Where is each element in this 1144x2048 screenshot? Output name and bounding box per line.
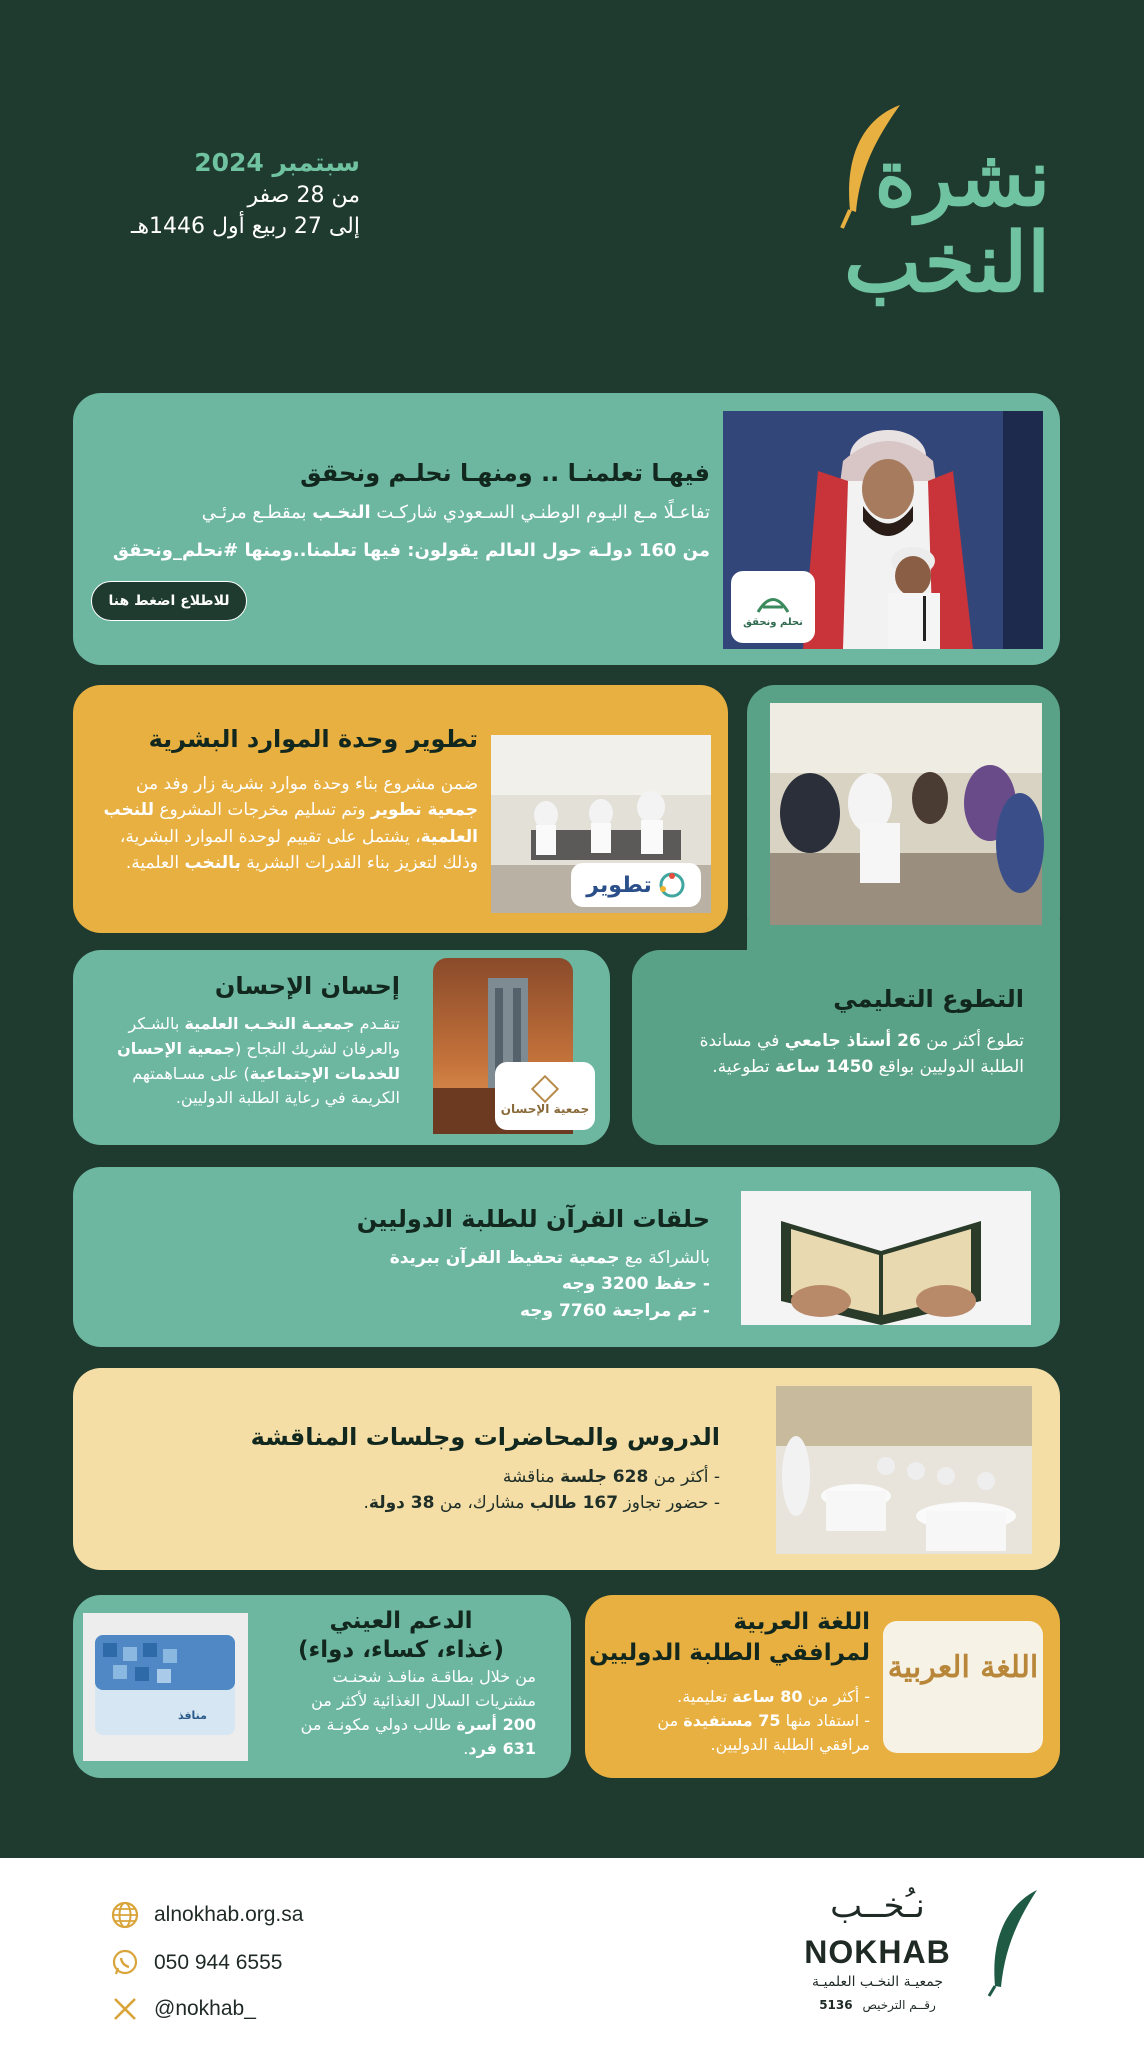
license (785, 1998, 970, 2012)
quran-photo (741, 1191, 1031, 1325)
arabic-art-photo (883, 1621, 1043, 1753)
volunteer-title: التطوع التعليمي (833, 985, 1024, 1013)
hr-line4: وذلك لتعزيز بناء القدرات البشرية بالنخب العلمية. (125, 853, 478, 874)
logo-subtitle: جمعيـة النخـب العلميـة (812, 1974, 943, 1990)
ihsan-line4: الكريمة في رعاية الطلبة الدوليين. (175, 1088, 400, 1108)
arabic-line1: - أكثر من 80 ساعة تعليمية. (677, 1687, 870, 1706)
lessons-line2: - حضور تجاوز 167 طالب مشارك، من 38 دولة. (363, 1493, 720, 1514)
arabic-text (600, 1685, 870, 1757)
social-link[interactable] (110, 1994, 256, 2024)
ihsan-line1: تتقـدم جمعيـة النخـب العلمية بالشـكر (128, 1014, 400, 1033)
card1-line1: تفاعـلًا مـع اليـوم الوطنـي السـعودي شاركـت النخـب بمقطـع مرئـي (201, 502, 710, 523)
logo-quill-icon (975, 1886, 1045, 1996)
card-volunteer-join (747, 920, 1060, 980)
national-day-badge-text: نحلم ونحقق (743, 616, 803, 628)
tatweer-logo-text: تطوير (586, 872, 652, 898)
support-title (281, 1607, 521, 1665)
lessons-photo (776, 1386, 1032, 1554)
header-dates (120, 148, 360, 239)
lessons-line1: - أكثر من 628 جلسة مناقشة (502, 1467, 720, 1487)
quran-text (210, 1245, 710, 1324)
card1-line2: من 160 دولـة حول العالم يقولون: فيها تعلمنا..ومنها #نحلم_ونحقق (112, 539, 710, 561)
card-hr-development (73, 685, 728, 933)
ihsan-logo (495, 1062, 595, 1130)
card-quran (73, 1167, 1060, 1347)
card1-text (90, 499, 710, 565)
footer (0, 1858, 1144, 2048)
logo-arabic: نـُخــب (830, 1886, 925, 1926)
whatsapp-icon (110, 1948, 140, 1978)
card-arabic-language (585, 1595, 1060, 1778)
phone-link[interactable] (110, 1948, 282, 1978)
support-line2: مشتريات السلال الغذائية لأكثر من (311, 1691, 536, 1710)
arabic-title (589, 1607, 870, 1669)
card-lessons (73, 1368, 1060, 1570)
national-day-photo (723, 411, 1043, 649)
ihsan-line2: والعرفان لشريك النجاح (جمعية الإحسان (117, 1038, 400, 1058)
header-to: إلى 27 ربيع أول 1446هـ (131, 214, 360, 239)
ihsan-text (80, 1012, 400, 1111)
hr-title: تطوير وحدة الموارد البشرية (148, 725, 478, 753)
support-line1: من خلال بطاقـة منافـذ شحنـت (332, 1667, 536, 1686)
title-line1: نشرة (874, 133, 1050, 224)
x-icon (110, 1994, 140, 2024)
quran-line1: بالشراكة مع جمعية تحفيظ القرآن ببريدة (389, 1248, 710, 1268)
newsletter-title (810, 133, 1050, 311)
quran-line2: - حفظ 3200 وجه (562, 1274, 710, 1295)
support-text (256, 1665, 536, 1761)
hr-line3: العلمية، يشتمل على تقييم لوحدة الموارد البشرية، (119, 826, 478, 847)
website-text: alnokhab.org.sa (154, 1903, 304, 1926)
arabic-line2: - استفاد منها 75 مستفيدة من (657, 1711, 870, 1730)
ihsan-line3: للخدمات الإجتماعية) على مسـاهمتهم (132, 1063, 400, 1083)
view-more-button[interactable]: للاطلاع اضغط هنا (91, 581, 247, 621)
ihsan-photo (433, 958, 590, 1134)
license-number: 5136 (819, 1998, 853, 2012)
volunteer-text (624, 1028, 1024, 1081)
website-link[interactable] (110, 1900, 303, 1930)
phone-text: 050 944 6555 (154, 1951, 283, 1974)
title-line2: النخب (844, 214, 1050, 311)
logo-english: NOKHAB (804, 1934, 951, 1970)
quran-line3: - تم مراجعة 7760 وجه (520, 1300, 710, 1321)
manafez-card-photo (83, 1613, 248, 1761)
header-month: سبتمبر 2024 (194, 148, 360, 177)
tatweer-logo (571, 863, 701, 907)
support-title2: (غذاء، كساء، دواء) (297, 1636, 505, 1663)
hr-line1: ضمن مشروع بناء وحدة موارد بشرية زار وفد من (136, 774, 478, 794)
card-ihsan (73, 950, 610, 1145)
volunteer-photo (770, 703, 1042, 925)
social-text: @nokhab_ (154, 1997, 256, 2020)
header-from: من 28 صفر (247, 183, 360, 208)
support-title1: الدعم العيني (329, 1608, 473, 1634)
volunteer-line2: الطلبة الدوليين بواقع 1450 ساعة تطوعية. (712, 1057, 1024, 1078)
volunteer-line1: تطوع أكثر من 26 أستاذ جامعي في مساندة (699, 1031, 1024, 1051)
card-in-kind-support (73, 1595, 571, 1778)
globe-icon (110, 1900, 140, 1930)
card-national-day (73, 393, 1060, 665)
arabic-title1: اللغة العربية (733, 1609, 870, 1635)
nokhab-logo (785, 1886, 1045, 2036)
manafez-card-label: منافذ (178, 1709, 207, 1722)
support-line3: 200 أسرة طالب دولي مكونـة من (300, 1715, 536, 1734)
arabic-title2: لمرافقي الطلبة الدوليين (588, 1640, 870, 1667)
lessons-text (160, 1464, 720, 1517)
support-line4: 631 فرد. (463, 1739, 536, 1758)
arabic-art-text: اللغة العربية (887, 1650, 1039, 1685)
hr-text (78, 771, 478, 876)
arabic-line3: مرافقي الطلبة الدوليين. (710, 1735, 870, 1754)
hr-line2: جمعية تطوير وتم تسليم مخرجات المشروع للنخب (103, 800, 478, 821)
hr-photo (491, 735, 711, 913)
card1-title: فيهـا تعلمنـا .. ومنهـا نحلـم ونحقق (300, 459, 710, 487)
ihsan-logo-text: جمعية الإحسان (500, 1102, 590, 1116)
lessons-title: الدروس والمحاضرات وجلسات المناقشة (250, 1423, 720, 1451)
ihsan-title: إحسان الإحسان (214, 972, 400, 1000)
quran-title: حلقات القرآن للطلبة الدوليين (356, 1205, 710, 1233)
national-day-badge (731, 571, 815, 643)
license-label: رقــم الترخيص (862, 1998, 936, 2012)
